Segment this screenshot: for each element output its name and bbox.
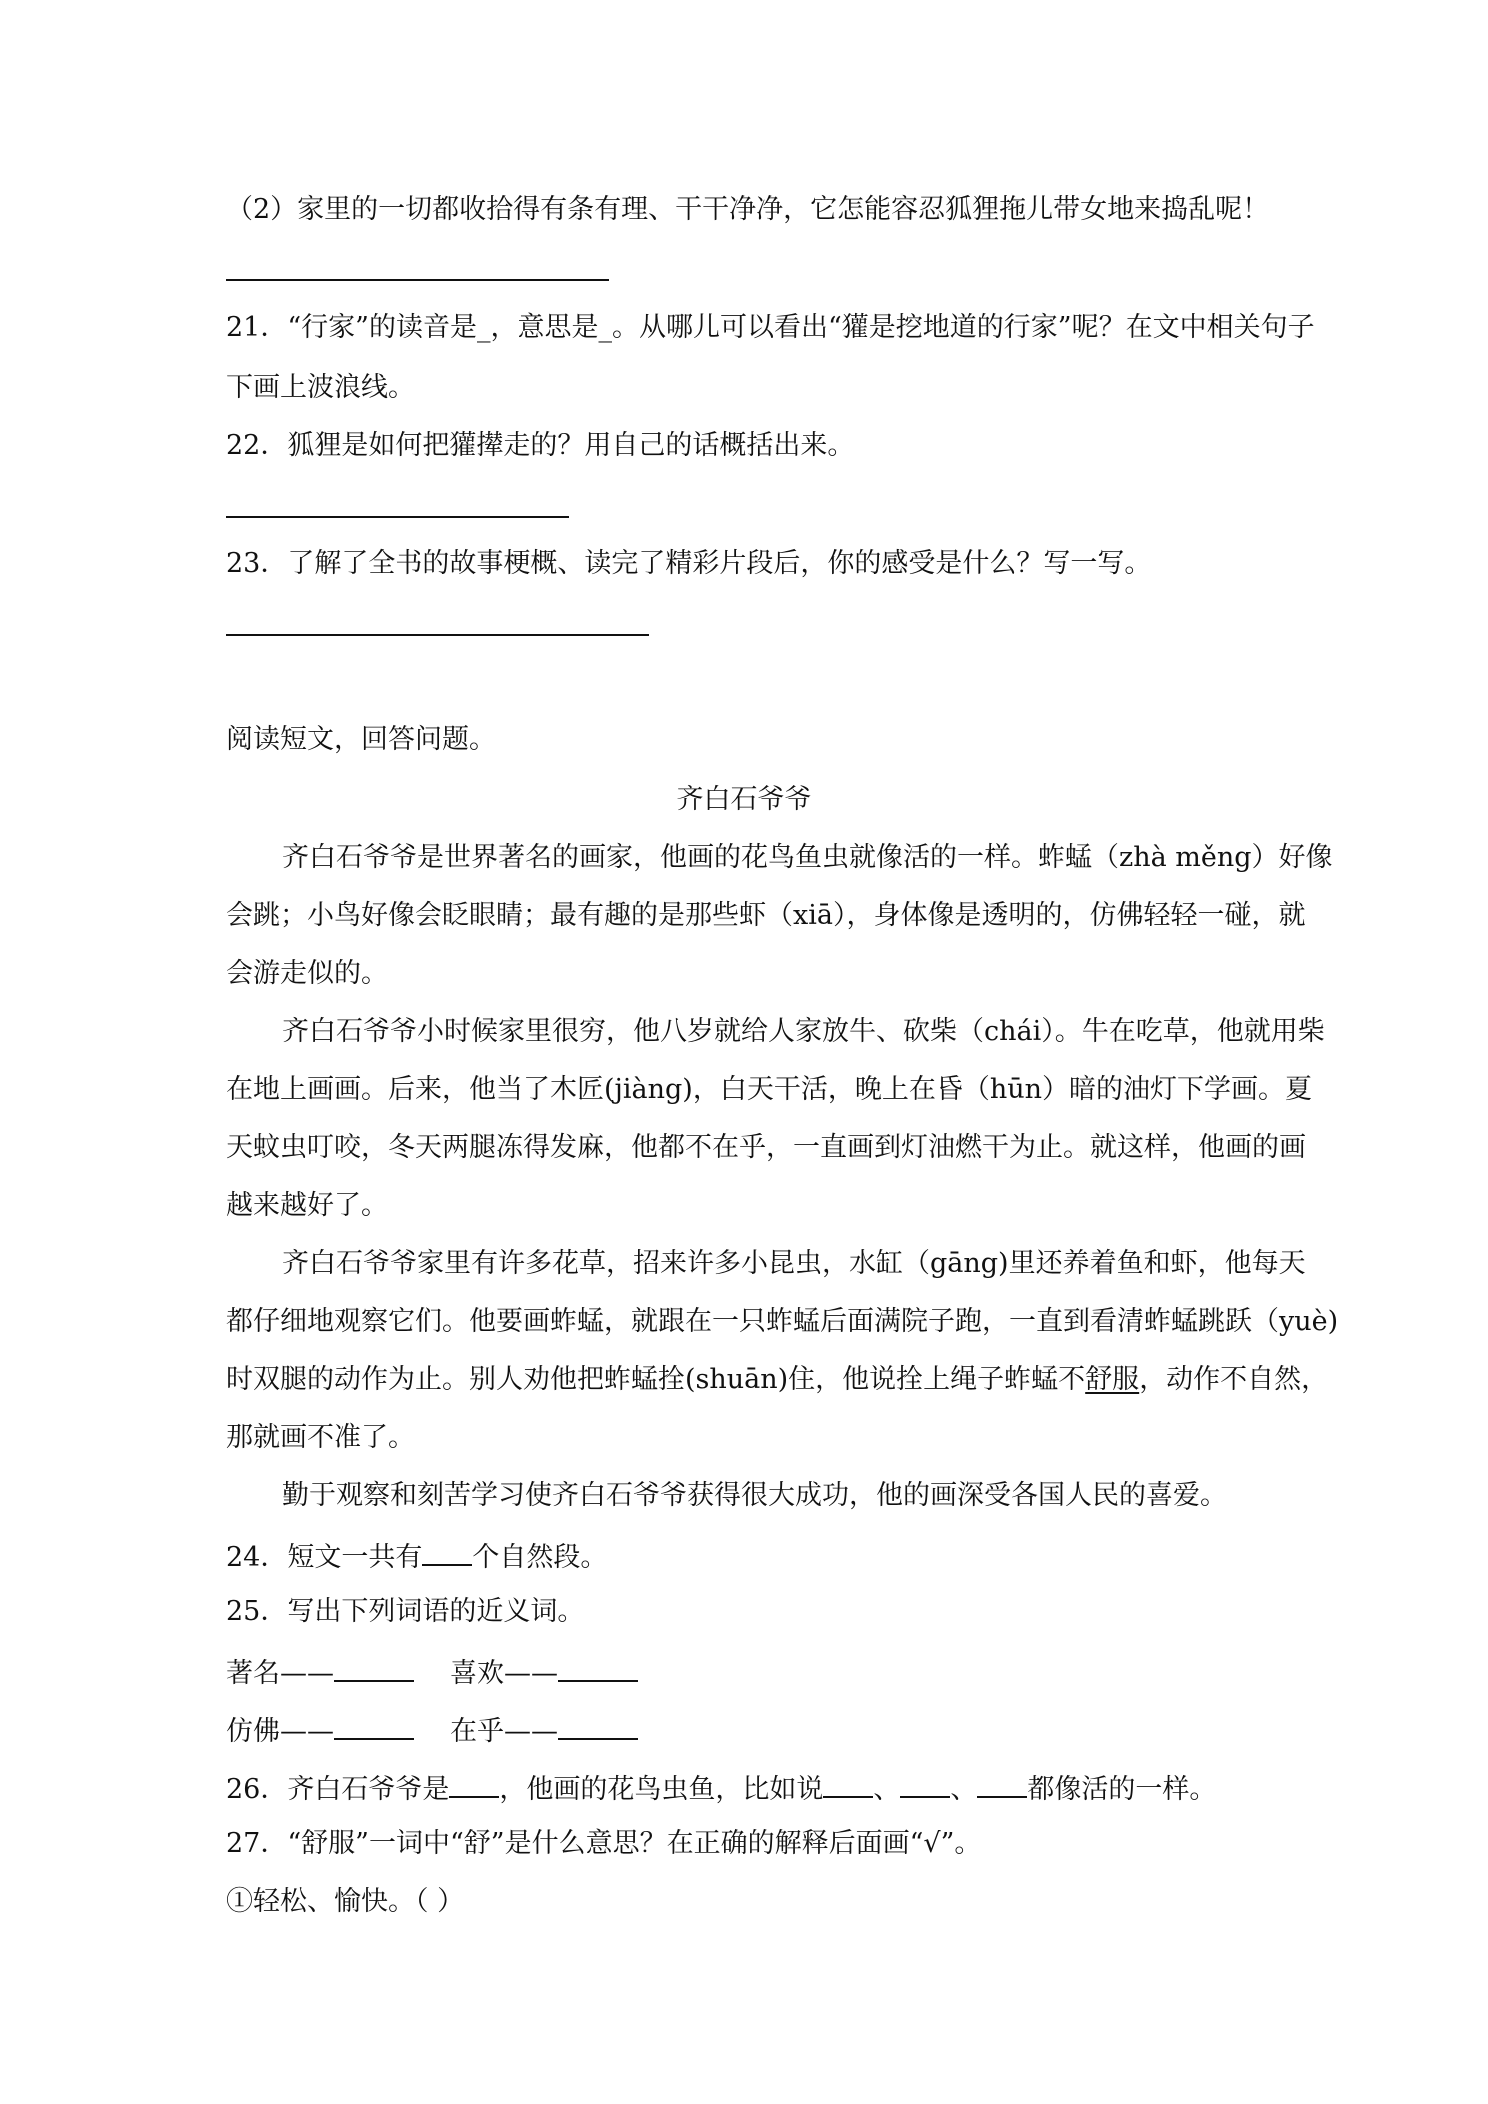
question-21-line-2: 下画上波浪线。 — [226, 372, 415, 403]
word-zaihu: 在乎—— — [450, 1716, 558, 1747]
question-22: 22．狐狸是如何把獾撵走的？用自己的话概括出来。 — [226, 430, 855, 461]
passage-p2-line-3: 天蚊虫叮咬，冬天两腿冻得发麻，他都不在乎，一直画到灯油燃干为止。就这样，他画的画 — [226, 1132, 1306, 1163]
answer-blank-24[interactable] — [422, 1534, 472, 1566]
question-25: 25．写出下列词语的近义词。 — [226, 1596, 585, 1627]
passage-p3-line-3-end: ，动作不自然， — [1139, 1364, 1329, 1395]
passage-p3-line-2: 都仔细地观察它们。他要画蚱蜢，就跟在一只蚱蜢后面满院子跑，一直到看清蚱蜢跳跃（yuè) — [226, 1306, 1339, 1337]
question-26 — [226, 1766, 1216, 1810]
passage-p1-line-1: 齐白石爷爷是世界著名的画家，他画的花鸟鱼虫就像活的一样。蚱蜢（zhà měng）好像 — [282, 842, 1333, 873]
question-25-row-2 — [226, 1708, 638, 1752]
passage-p2-line-1: 齐白石爷爷小时候家里很穷，他八岁就给人家放牛、砍柴（chái）。牛在吃草，他就用柴 — [282, 1016, 1325, 1047]
question-25-row-1 — [226, 1650, 638, 1694]
passage-p3-line-1: 齐白石爷爷家里有许多花草，招来许多小昆虫，水缸（gāng)里还养着鱼和虾，他每天 — [282, 1248, 1306, 1279]
question-24 — [226, 1534, 607, 1578]
word-zhuming: 著名—— — [226, 1658, 334, 1689]
separator-1: 、 — [873, 1774, 901, 1805]
passage-p4-line-1: 勤于观察和刻苦学习使齐白石爷爷获得很大成功，他的画深受各国人民的喜爱。 — [282, 1480, 1227, 1511]
underlined-word-shufu: 舒服 — [1085, 1364, 1140, 1395]
question-24-text-b: 个自然段。 — [472, 1542, 608, 1573]
question-27: 27．“舒服”一词中“舒”是什么意思？在正确的解释后面画“√”。 — [226, 1828, 982, 1859]
passage-p1-line-3: 会游走似的。 — [226, 958, 388, 989]
answer-blank-xihuan[interactable] — [558, 1650, 638, 1682]
word-xihuan: 喜欢—— — [450, 1658, 558, 1689]
answer-blank-26-3[interactable] — [900, 1766, 950, 1798]
answer-blank-fangfu[interactable] — [334, 1708, 414, 1740]
answer-blank-26-2[interactable] — [823, 1766, 873, 1798]
passage-p1-line-2: 会跳；小鸟好像会眨眼睛；最有趣的是那些虾（xiā），身体像是透明的，仿佛轻轻一碰，就 — [226, 900, 1306, 931]
reading-instruction: 阅读短文，回答问题。 — [226, 724, 496, 755]
passage-p3-line-3 — [226, 1360, 1328, 1400]
passage-p3-line-4: 那就画不准了。 — [226, 1422, 415, 1453]
question-21-line-1: 21．“行家”的读音是_，意思是_。从哪儿可以看出“獾是挖地道的行家”呢？在文中相关句子 — [226, 312, 1315, 343]
passage-p2-line-2: 在地上画画。后来，他当了木匠(jiàng)，白天干活，晚上在昏（hūn）暗的油灯下学画。夏 — [226, 1074, 1313, 1105]
passage-title: 齐白石爷爷 — [676, 784, 812, 815]
question-26-text-c: 都像活的一样。 — [1027, 1774, 1217, 1805]
passage-p2-line-4: 越来越好了。 — [226, 1190, 388, 1221]
answer-blank-zaihu[interactable] — [558, 1708, 638, 1740]
question-26-text-a: 26．齐白石爷爷是 — [226, 1774, 450, 1805]
answer-blank-26-4[interactable] — [977, 1766, 1027, 1798]
answer-line-23 — [226, 634, 649, 636]
passage-p3-line-3-start: 时双腿的动作为止。别人劝他把蚱蜢拴(shuān)住，他说拴上绳子蚱蜢不 — [226, 1364, 1086, 1395]
question-20-item-2: （2）家里的一切都收拾得有条有理、干干净净，它怎能容忍狐狸拖儿带女地来捣乱呢！ — [226, 194, 1270, 225]
answer-line-20 — [226, 279, 609, 281]
separator-2: 、 — [950, 1774, 978, 1805]
word-fangfu: 仿佛—— — [226, 1716, 334, 1747]
question-26-text-b: ，他画的花鸟虫鱼，比如说 — [499, 1774, 824, 1805]
answer-blank-zhuming[interactable] — [334, 1650, 414, 1682]
answer-blank-26-1[interactable] — [449, 1766, 499, 1798]
question-24-text-a: 24．短文一共有 — [226, 1542, 423, 1573]
question-27-option-1[interactable]: ①轻松、愉快。（ ） — [226, 1886, 465, 1917]
question-23: 23．了解了全书的故事梗概、读完了精彩片段后，你的感受是什么？写一写。 — [226, 548, 1152, 579]
answer-line-22 — [226, 516, 569, 518]
